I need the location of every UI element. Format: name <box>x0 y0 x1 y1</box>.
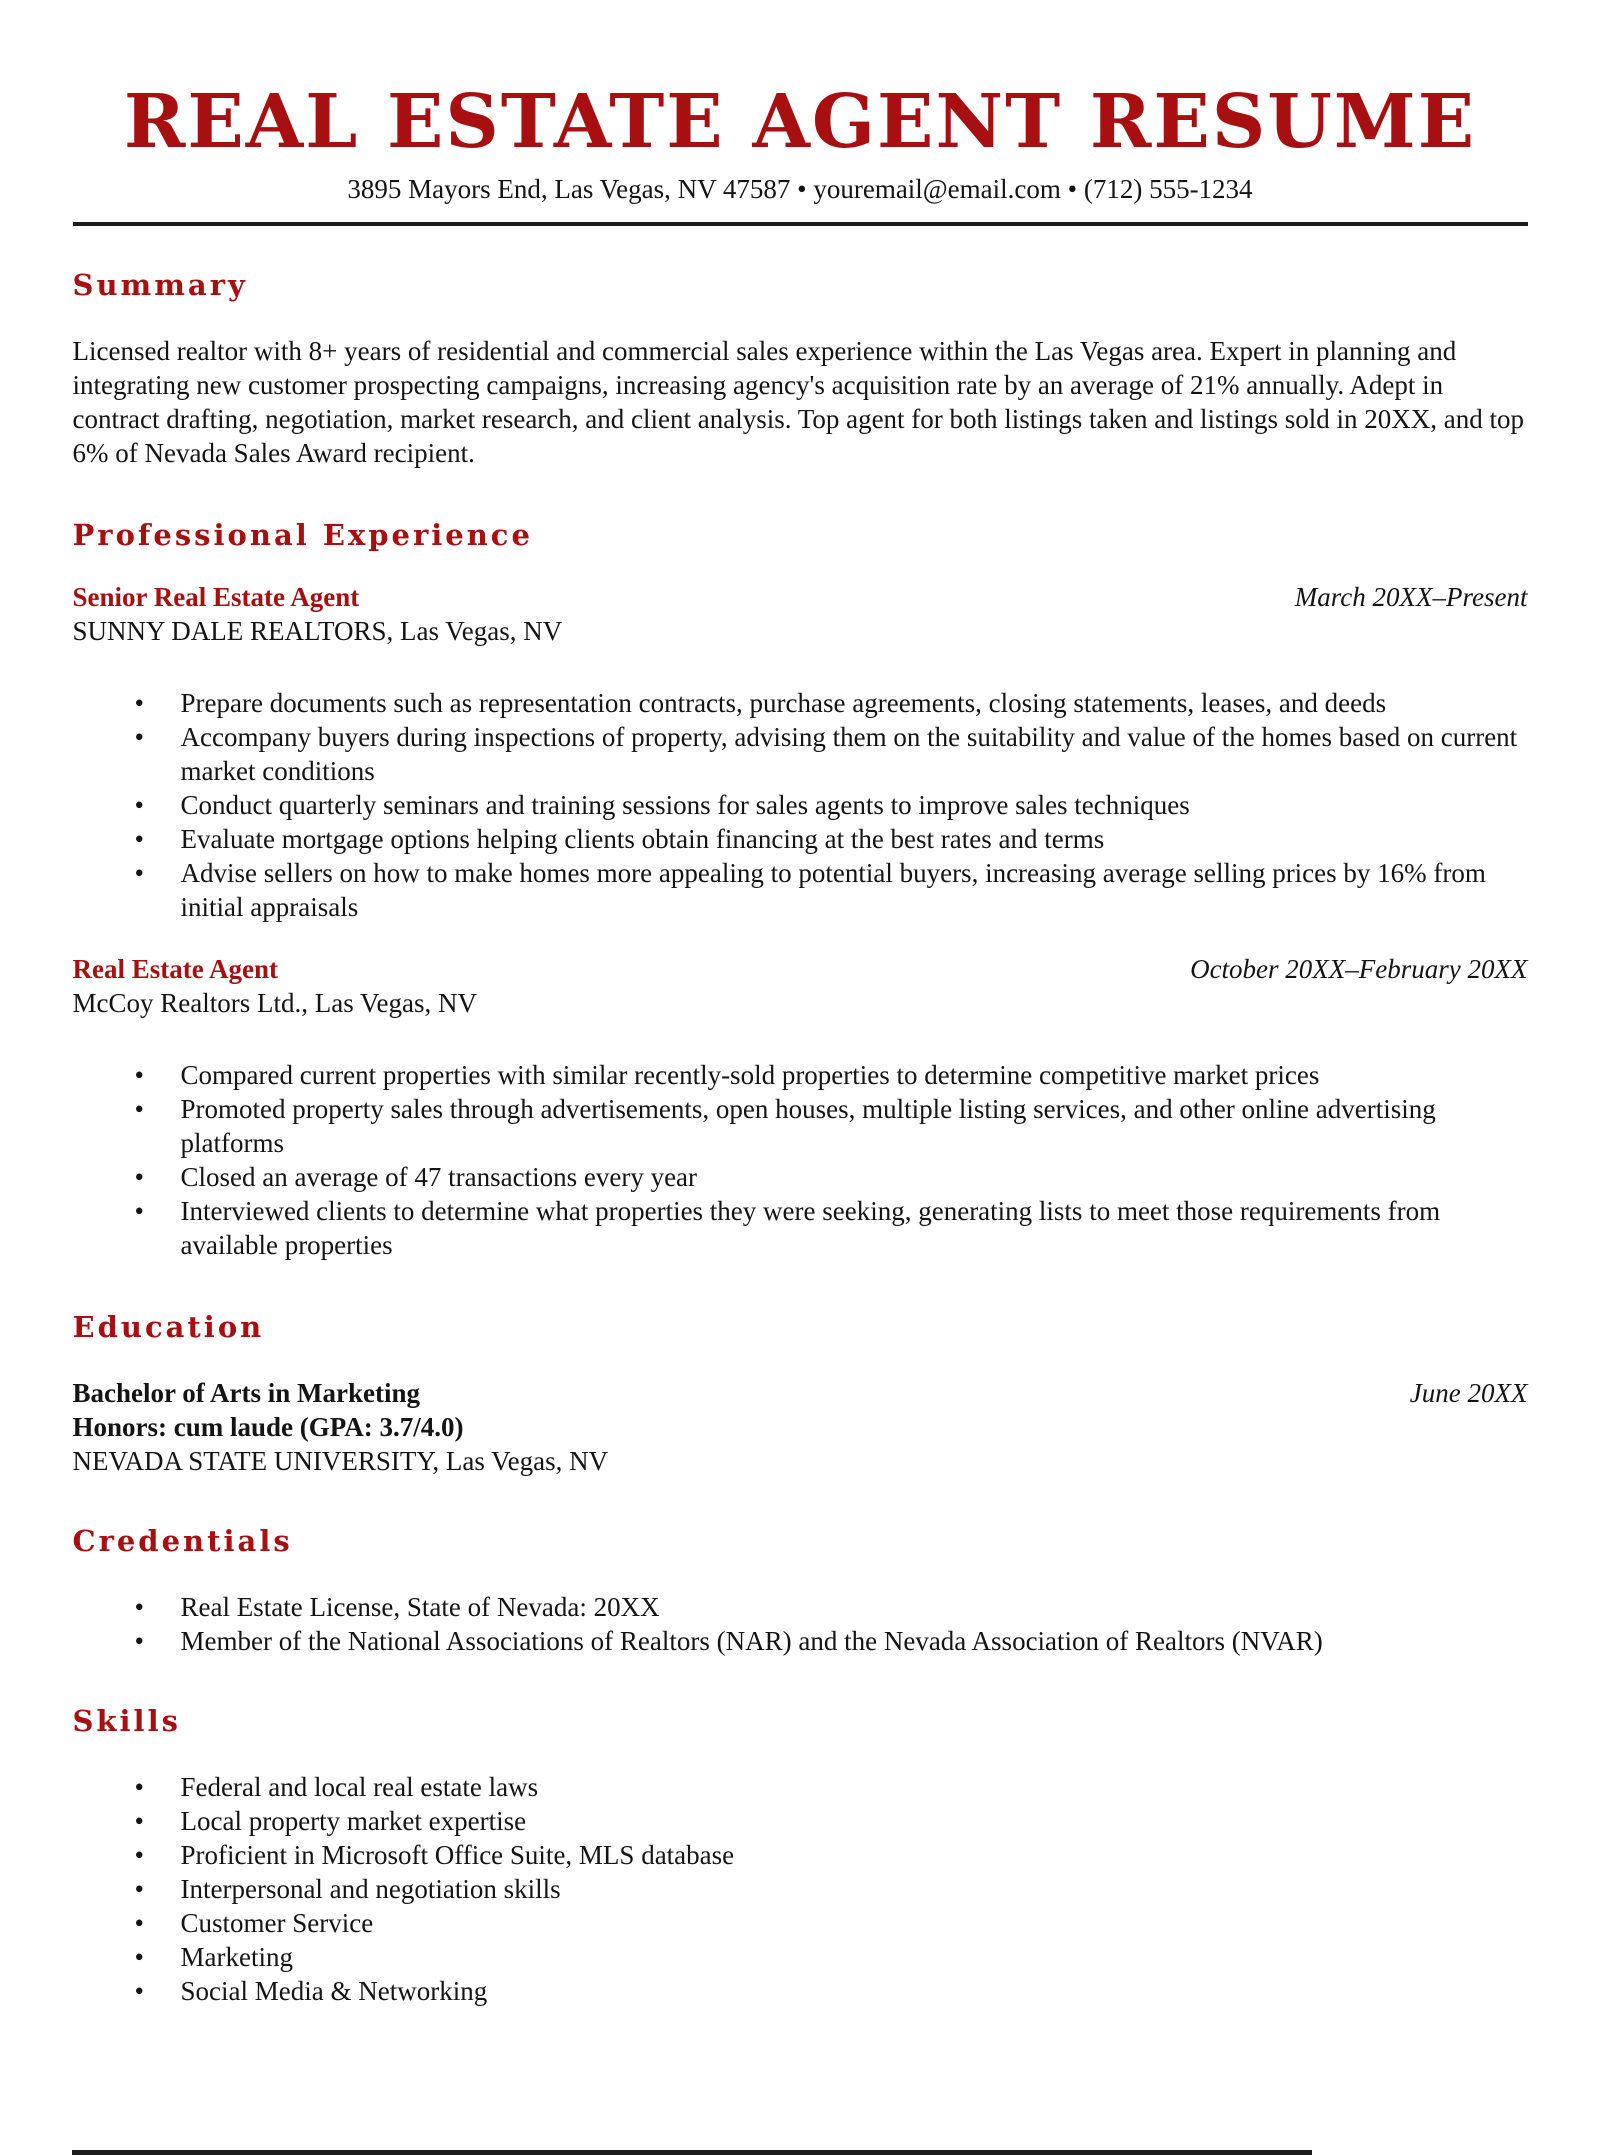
summary-text: Licensed realtor with 8+ years of residential and commercial sales experience within the Las Vegas area. Expert in planning and integrating new customer prospecting campaigns, increasing agency's acquisition rate by an average of 21% annually. Adept in contract drafting, negotiation, market research, and client analysis. Top agent for both listings taken and listings sold in 20XX, and top 6% of Nevada Sales Award recipient. <box>72 335 1525 468</box>
skill-item: • Interpersonal and negotiation skills <box>135 1872 1528 1906</box>
education-degree-row <box>73 1376 1528 1410</box>
job-bullet: • Interviewed clients to determine what properties they were seeking, generating lists to meet those requirements from available properties <box>135 1194 1528 1262</box>
credential-item: • Real Estate License, State of Nevada: 20XX <box>135 1590 1528 1624</box>
resume-header <box>73 79 1528 206</box>
section-education <box>73 1310 1528 1478</box>
job-head <box>73 580 1528 614</box>
skills-list <box>73 1770 1528 2008</box>
job-bullet: • Prepare documents such as representation contracts, purchase agreements, closing statements, leases, and deeds <box>135 686 1528 720</box>
job-head <box>73 952 1528 986</box>
education-heading: Education <box>72 1309 265 1344</box>
job-company: SUNNY DALE REALTORS, Las Vegas, NV <box>72 615 563 646</box>
job-bullet: • Accompany buyers during inspections of property, advising them on the suitability and value of the homes based on current market conditions <box>135 720 1528 788</box>
job-bullet: • Conduct quarterly seminars and training sessions for sales agents to improve sales techniques <box>135 788 1528 822</box>
job-bullet: • Promoted property sales through advertisements, open houses, multiple listing services, and other online advertising platforms <box>135 1092 1528 1160</box>
resume-page <box>72 79 1528 2008</box>
summary-heading: Summary <box>72 267 248 302</box>
section-summary <box>73 268 1528 470</box>
section-credentials <box>73 1524 1528 1658</box>
job-entry-senior-agent <box>73 580 1528 924</box>
education-honors: Honors: cum laude (GPA: 3.7/4.0) <box>72 1411 464 1442</box>
contact-line: 3895 Mayors End, Las Vegas, NV 47587 • youremail@email.com • (712) 555-1234 <box>347 173 1253 204</box>
job-title: Real Estate Agent <box>72 953 278 984</box>
header-divider <box>73 222 1528 226</box>
skill-item: • Proficient in Microsoft Office Suite, MLS database <box>135 1838 1528 1872</box>
skill-item: • Federal and local real estate laws <box>135 1770 1528 1804</box>
job-dates: March 20XX–Present <box>1294 581 1528 612</box>
education-dates: June 20XX <box>1409 1377 1528 1408</box>
job-bullet-list <box>73 1058 1528 1262</box>
education-school: NEVADA STATE UNIVERSITY, Las Vegas, NV <box>72 1445 609 1476</box>
experience-heading: Professional Experience <box>72 517 533 552</box>
job-bullet: • Evaluate mortgage options helping clients obtain financing at the best rates and terms <box>135 822 1528 856</box>
job-bullet: • Closed an average of 47 transactions every year <box>135 1160 1528 1194</box>
skill-item: • Social Media & Networking <box>135 1974 1528 2008</box>
section-skills <box>73 1704 1528 2008</box>
credentials-list <box>73 1590 1528 1658</box>
education-degree: Bachelor of Arts in Marketing <box>72 1377 420 1408</box>
job-dates: October 20XX–February 20XX <box>1190 953 1528 984</box>
job-bullet: • Advise sellers on how to make homes more appealing to potential buyers, increasing average selling prices by 16% from initial appraisals <box>135 856 1528 924</box>
job-company: McCoy Realtors Ltd., Las Vegas, NV <box>72 987 477 1018</box>
job-bullet: • Compared current properties with similar recently-sold properties to determine competitive market prices <box>135 1058 1528 1092</box>
skills-heading: Skills <box>72 1703 181 1738</box>
page-bottom-divider <box>72 2150 1312 2155</box>
skill-item: • Local property market expertise <box>135 1804 1528 1838</box>
skill-item: • Customer Service <box>135 1906 1528 1940</box>
job-title: Senior Real Estate Agent <box>72 581 360 612</box>
credentials-heading: Credentials <box>72 1523 293 1558</box>
job-entry-agent <box>73 952 1528 1262</box>
job-bullet-list <box>73 686 1528 924</box>
credential-item: • Member of the National Associations of Realtors (NAR) and the Nevada Association of Realtors (NVAR) <box>135 1624 1528 1658</box>
skill-item: • Marketing <box>135 1940 1528 1974</box>
section-experience <box>73 518 1528 1262</box>
page-title: REAL ESTATE AGENT RESUME <box>123 79 1477 165</box>
